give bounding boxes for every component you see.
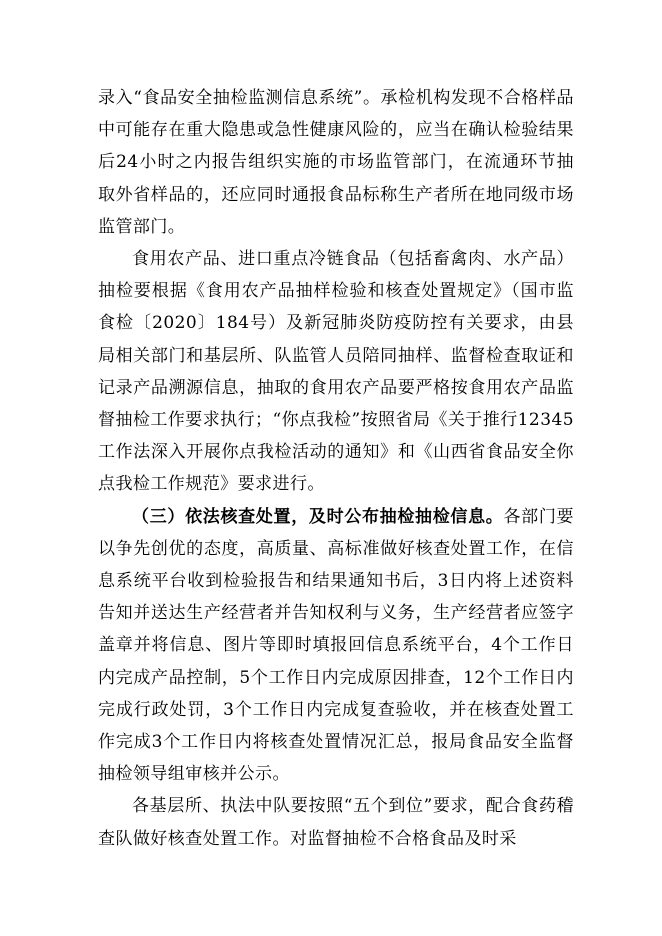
section-heading: （三）依法核查处置，及时公布抽检抽检信息。: [132, 506, 504, 527]
paragraph-continuation: 录入“食品安全抽检监测信息系统”。承检机构发现不合格样品中可能存在重大隐患或急性健康风险的，应当在确认检验结果后24小时之内报告组织实施的市场监管部门，在流通环节抽取外省样品的，还应同时通报食品标称生产者所在地同级市场监管部门。: [98, 88, 574, 237]
paragraph-agricultural-products: 食用农产品、进口重点冷链食品（包括畜禽肉、水产品）抽检要根据《食用农产品抽样检验和核查处置规定》（国市监食检〔2020〕184号）及新冠肺炎防疫防控有关要求，由县局相关部门和基层所、队监管人员陪同抽样、监督检查取证和记录产品溯源信息，抽取的食用农产品要严格按食用农产品监督抽检工作要求执行；“你点我检”按照省局《关于推行12345工作法深入开展你点我检活动的通知》和《山西省食品安全你点我检工作规范》要求进行。: [98, 249, 574, 495]
document-page: [98, 82, 574, 855]
paragraph-five-in-place: 各基层所、执法中队要按照“五个到位”要求，配合食药稽查队做好核查处置工作。对监督抽检不合格食品及时采: [98, 796, 574, 849]
section-body: 各部门要以争先创优的态度，高质量、高标准做好核查处置工作，在信息系统平台收到检验报告和结果通知书后，3日内将上述资料告知并送达生产经营者并告知权利与义务，生产经营者应签字盖章并将信息、图片等即时填报回信息系统平台，4个工作日内完成产品控制，5个工作日内完成原因排查，12个工作日内完成行政处罚，3个工作日内完成复查验收，并在核查处置工作完成3个工作日内将核查处置情况汇总，报局食品安全监督抽检领导组审核并公示。: [98, 506, 574, 785]
paragraph-section-three: [98, 501, 574, 791]
